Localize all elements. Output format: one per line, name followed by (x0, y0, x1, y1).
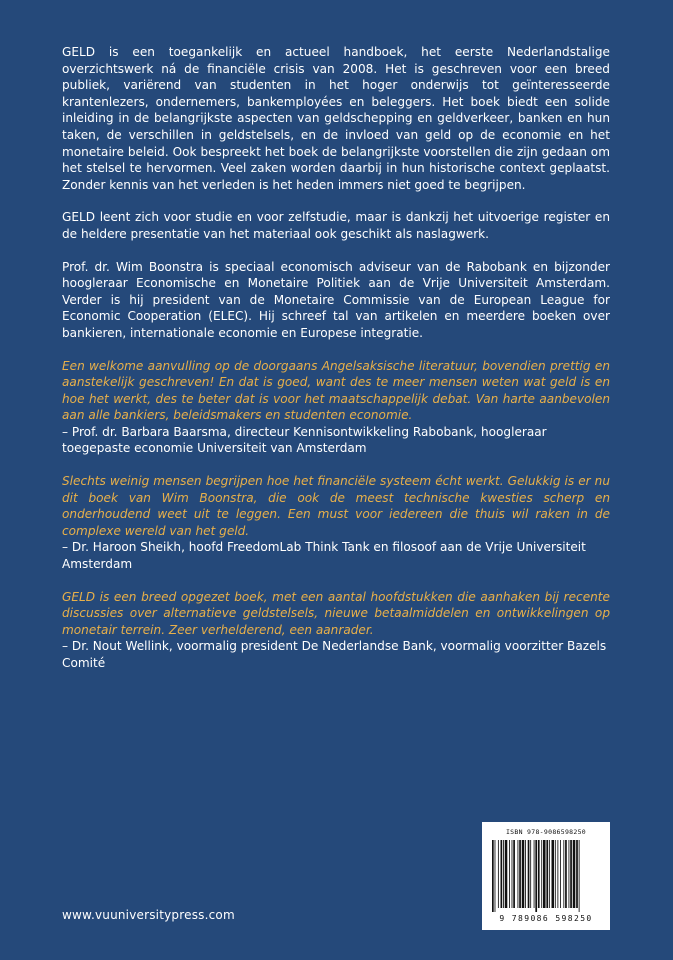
barcode-bar (509, 840, 510, 908)
quote-text: GELD is een breed opgezet boek, met een aantal hoofdstukken die aanhaken bij recente discussies over alternatieve geldstelsels, nieuwe betaalmiddelen en ontwikkelingen op monetair terrein. Zeer verhelderend, een aanrader. (62, 589, 610, 637)
barcode-bar (512, 840, 513, 908)
barcode-bar (546, 840, 548, 908)
barcode-bar (534, 840, 535, 908)
barcode-bar (579, 840, 580, 912)
cover-text (62, 44, 610, 688)
barcode-bar (549, 840, 550, 908)
quote-text: Slechts weinig mensen begrijpen hoe het financiële systeem écht werkt. Gelukkig is er nu dit boek van Wim Boonstra, die ook de meest technische kwesties scherp en onderhoudend weet uit te leggen. Een must voor iedereen die thuis wil raken in de complexe wereld van het geld. (62, 474, 610, 538)
description-paragraph: GELD is een toegankelijk en actueel handboek, het eerste Nederlandstalige overzichtswerk ná de financiële crisis van 2008. Het is geschreven voor een breed publiek, variërend van studenten in het hoger onderwijs tot geïnteresseerde krantenlezers, ondernemers, bankemployées en beleggers. Het boek biedt een solide inleiding in de belangrijkste aspecten van geldschepping en geldverkeer, banken en hun taken, de verschillen in geldstelsels, en de invloed van geld op de economie en het monetaire beleid. Ook bespreekt het boek de belangrijkste voorstellen die zijn gedaan om het stelsel te hervormen. Veel zaken worden daarbij in hun historische context geplaatst. Zonder kennis van het verleden is het heden immers niet goed te begrijpen. (62, 45, 610, 192)
publisher-website: www.vuuniversitypress.com (62, 908, 235, 922)
barcode-bar (560, 840, 561, 908)
barcode-bar (518, 840, 519, 908)
barcode-bar (495, 840, 496, 912)
barcode-bars (490, 840, 602, 912)
barcode-bar (498, 840, 499, 908)
quote-text: Een welkome aanvulling op de doorgaans Angelsaksische literatuur, bovendien prettig en aanstekelijk geschreven! En dat is goed, want des te meer mensen weten wat geld is en hoe het werkt, des te beter dat is voor het maatschappelijk debat. Van harte aanbevolen aan alle bankiers, beleidsmakers en studenten economie. (62, 358, 610, 423)
quote-author: – Dr. Nout Wellink, voormalig president De Nederlandse Bank, voormalig voorzitter Bazels Comité (62, 639, 607, 670)
barcode-bar (530, 840, 531, 908)
quote-author: – Dr. Haroon Sheikh, hoofd FreedomLab Think Tank en filosoof aan de Vrije Universiteit Amsterdam (62, 540, 586, 572)
barcode-bar (541, 840, 542, 908)
endorsement-quote (62, 358, 610, 458)
barcode-bar (505, 840, 508, 908)
barcode-bar (525, 840, 526, 908)
barcode-bar (519, 840, 521, 908)
barcode-bar (576, 840, 578, 908)
barcode-bar (555, 840, 556, 908)
barcode-bar (528, 840, 530, 908)
barcode-bar (573, 840, 576, 908)
barcode-bar (492, 840, 494, 912)
isbn-barcode (482, 822, 610, 930)
barcode-bar (501, 840, 503, 908)
isbn-digits: 9 789086 598250 (499, 914, 593, 923)
barcode-bar (565, 840, 567, 908)
barcode-bar (513, 840, 515, 908)
author-bio-paragraph: Prof. dr. Wim Boonstra is speciaal economisch adviseur van de Rabobank en bijzonder hoogleraar Economische en Monetaire Politiek aan de Vrije Universiteit Amsterdam. Verder is hij president van de Monetaire Commissie van de European League for Economic Cooperation (ELEC). Hij schreef tal van artikelen en meerdere boeken over bankieren, internationale economie en Europese integratie. (62, 259, 610, 340)
barcode-bar (563, 840, 564, 908)
barcode-bar (569, 840, 570, 908)
barcode-bar (503, 840, 504, 908)
barcode-bar (538, 840, 540, 908)
quote-author: – Prof. dr. Barbara Baarsma, directeur Kennisontwikkeling Rabobank, hoogleraar toegepaste economie Universiteit van Amsterdam (62, 424, 547, 456)
usage-paragraph: GELD leent zich voor studie en voor zelfstudie, maar is dankzij het uitvoerige register en de heldere presentatie van het materiaal ook geschikt als naslagwerk. (62, 210, 610, 241)
barcode-bar (552, 840, 555, 908)
barcode-bar (557, 840, 558, 908)
barcode-bar (535, 840, 537, 912)
isbn-label: ISBN 978-9086598250 (505, 828, 587, 836)
endorsement-quote (62, 589, 610, 672)
barcode-bar (522, 840, 525, 908)
barcode-bar (570, 840, 572, 908)
barcode-bar (543, 840, 546, 908)
endorsement-quote (62, 473, 610, 573)
